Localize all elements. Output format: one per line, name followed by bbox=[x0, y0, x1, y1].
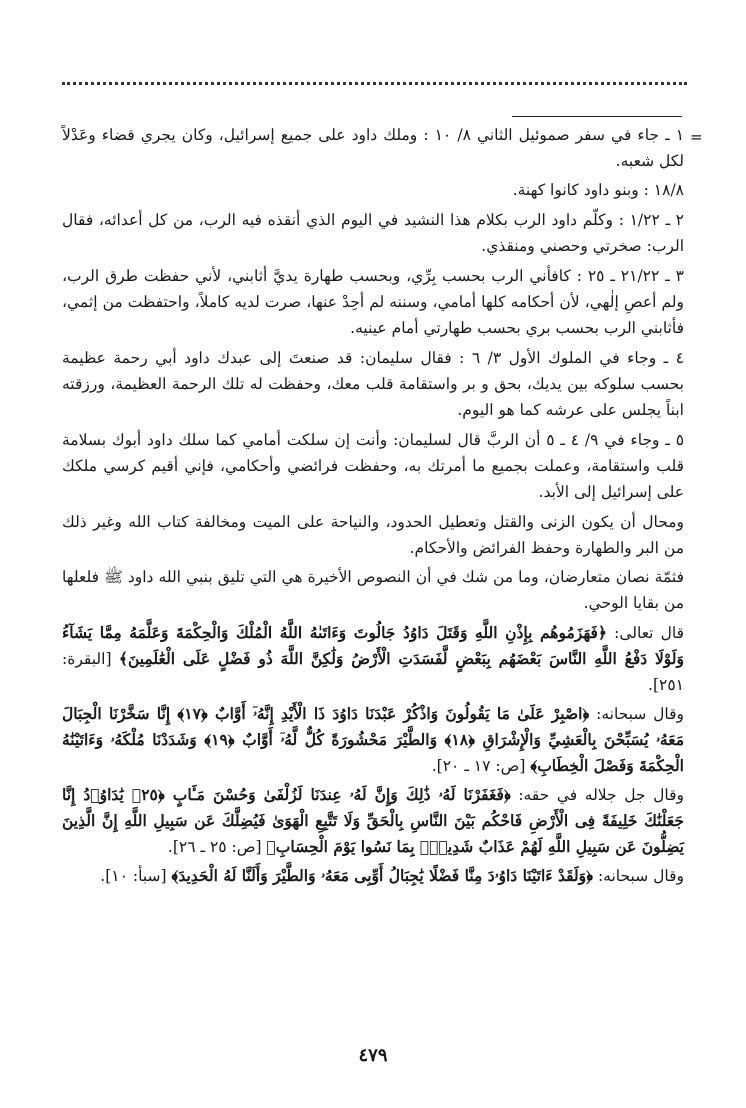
quran-verse: ﴿وَلَقَدْ ءَاتَيْنَا دَاوُۥدَ مِنَّا فَضْلًا يَٰجِبَالُ أَوِّبِى مَعَهُۥ وَالطَّيْرَ وَأَلَنَّا لَهُ الْحَدِيدَ﴾ bbox=[171, 866, 594, 885]
continuation-marker: = bbox=[690, 128, 703, 146]
verse-intro: قال تعالى: bbox=[614, 624, 684, 642]
footnote-1: ١ ـ جاء في سفر صموئيل الثاني ٨/ ١٠ : وملك داود على جميع إسرائيل، وكان يجري قضاء وعَدْلاً لكل شعبه. bbox=[62, 126, 685, 170]
quran-verse: ﴿فَغَفَرْنَا لَهُۥ ذَٰلِكَ وَإِنَّ لَهُۥ عِندَنَا لَزُلْفَىٰ وَحُسْنَ مَـَٔابٍ ﴿٢٥﴾ يَٰدَاوُۥدُ إِنَّا جَعَلْنَٰكَ خَلِيفَةً فِى الْأَرْضِ فَاحْكُم بَيْنَ النَّاسِ بِالْحَقِّ وَلَا تَتَّبِعِ الْهَوَىٰ فَيُضِلَّكَ عَن سَبِيلِ اللَّهِ إِنَّ الَّذِينَ يَضِلُّونَ عَن سَبِيلِ اللَّهِ لَهُمْ عَذَابٌ شَدِيدٌۢ بِمَا نَسُوا يَوْمَ الْحِسَابِ﴾ bbox=[62, 785, 684, 856]
verse-reference: [البقرة: ٢٥١]. bbox=[62, 650, 684, 694]
verse-block-4 bbox=[62, 863, 684, 889]
verse-block-2 bbox=[62, 701, 684, 779]
verse-block-1 bbox=[62, 620, 684, 698]
footnote-3: ٣ ـ ٢١/٢٢ ـ ٢٥ : كافأني الرب بحسب بِرِّي، وبحسب طهارة يديَّ أثابني، لأني حفظت طرق الرب، ولم أعصِ إلٰهي، لأن أحكامه كلها أمامي، وسننه لم أحِدْ عنها، صرت لديه كاملاً، واحتفظت من إثمي، فأثابني الرب بحسب بري بحسب طهارتي أمام عينيه. bbox=[62, 267, 684, 337]
conclusion-paragraph: فثمّة نصان متعارضان، وما من شك في أن النصوص الأخيرة هي التي تليق بنبي الله داود ﷺ فلعلها من بقايا الوحي. bbox=[62, 568, 684, 612]
verse-block-3 bbox=[62, 782, 684, 860]
verse-reference: [ص: ١٧ ـ ٢٠]. bbox=[431, 757, 526, 775]
verse-reference: [ص: ٢٥ ـ ٢٦]. bbox=[167, 838, 262, 856]
page-number: ٤٧٩ bbox=[358, 1045, 388, 1066]
verse-intro: وقال سبحانه: bbox=[596, 705, 684, 723]
verse-intro: وقال سبحانه: bbox=[597, 867, 684, 885]
commentary-paragraph: ومحال أن يكون الزنى والقتل وتعطيل الحدود، والنياحة على الميت ومخالفة كتاب الله وغير ذلك من البر والطهارة وحفظ الفرائض والأحكام. bbox=[62, 513, 684, 557]
verse-reference: [سبأ: ١٠]. bbox=[100, 867, 167, 885]
footnote-1-continued: ١٨/٨ : وبنو داود كانوا كهنة. bbox=[512, 181, 684, 199]
footnote-4: ٤ ـ وجاء في الملوك الأول ٣/ ٦ : فقال سليمان: قد صنعتَ إلى عبدك داود أبي رحمة عظيمة بحسب سلوكه بين يديك، بحق و بر واستقامة قلب معك، وحفظت له تلك الرحمة العظيمة، ورزقته ابناً يجلس على عرشه كما هو اليوم. bbox=[62, 349, 684, 419]
footnote-5: ٥ ـ وجاء في ٩/ ٤ ـ ٥ أن الربَّ قال لسليمان: وأنت إن سلكت أمامي كما سلك داود أبوك بسلامة قلب واستقامة، وعملت بجميع ما أمرتك به، وحفظت فرائضي وأحكامي، فإني أقيم كرسي ملكك على إسرائيل إلى الأبد. bbox=[62, 431, 685, 501]
page-content bbox=[62, 122, 684, 892]
footnote-rule bbox=[512, 116, 682, 117]
verse-intro: وقال جل جلاله في حقه: bbox=[518, 786, 684, 804]
dotted-separator bbox=[62, 82, 687, 85]
footnote-2: ٢ ـ ١/٢٢ : وكلّم داود الرب بكلام هذا النشيد في اليوم الذي أنقذه فيه الرب، من كل أعدائه، فقال الرب: صخرتي وحصني ومنقذي. bbox=[62, 211, 684, 255]
quran-verse: ﴿فَهَزَمُوهُم بِإِذْنِ اللَّهِ وَقَتَلَ دَاوُدُ جَالُوتَ وَءَاتَىٰهُ اللَّهُ الْمُلْكَ وَالْحِكْمَةَ وَعَلَّمَهُ مِمَّا يَشَآءُ وَلَوْلَا دَفْعُ اللَّهِ النَّاسَ بَعْضَهُم بِبَعْضٍ لَّفَسَدَتِ الْأَرْضُ وَلَٰكِنَّ اللَّهَ ذُو فَضْلٍ عَلَى الْعَٰلَمِينَ﴾ bbox=[62, 623, 684, 668]
quran-verse: ﴿اصْبِرْ عَلَىٰ مَا يَقُولُونَ وَاذْكُرْ عَبْدَنَا دَاوُدَ ذَا الْأَيْدِ إِنَّهُۥٓ أَوَّابٌ ﴿١٧﴾ إِنَّا سَخَّرْنَا الْجِبَالَ مَعَهُۥ يُسَبِّحْنَ بِالْعَشِيِّ وَالْإِشْرَاقِ ﴿١٨﴾ وَالطَّيْرَ مَحْشُورَةً كُلٌّ لَّهُۥٓ أَوَّابٌ ﴿١٩﴾ وَشَدَدْنَا مُلْكَهُۥ وَءَاتَيْنَٰهُ الْحِكْمَةَ وَفَصْلَ الْخِطَابِ﴾ bbox=[62, 704, 684, 775]
